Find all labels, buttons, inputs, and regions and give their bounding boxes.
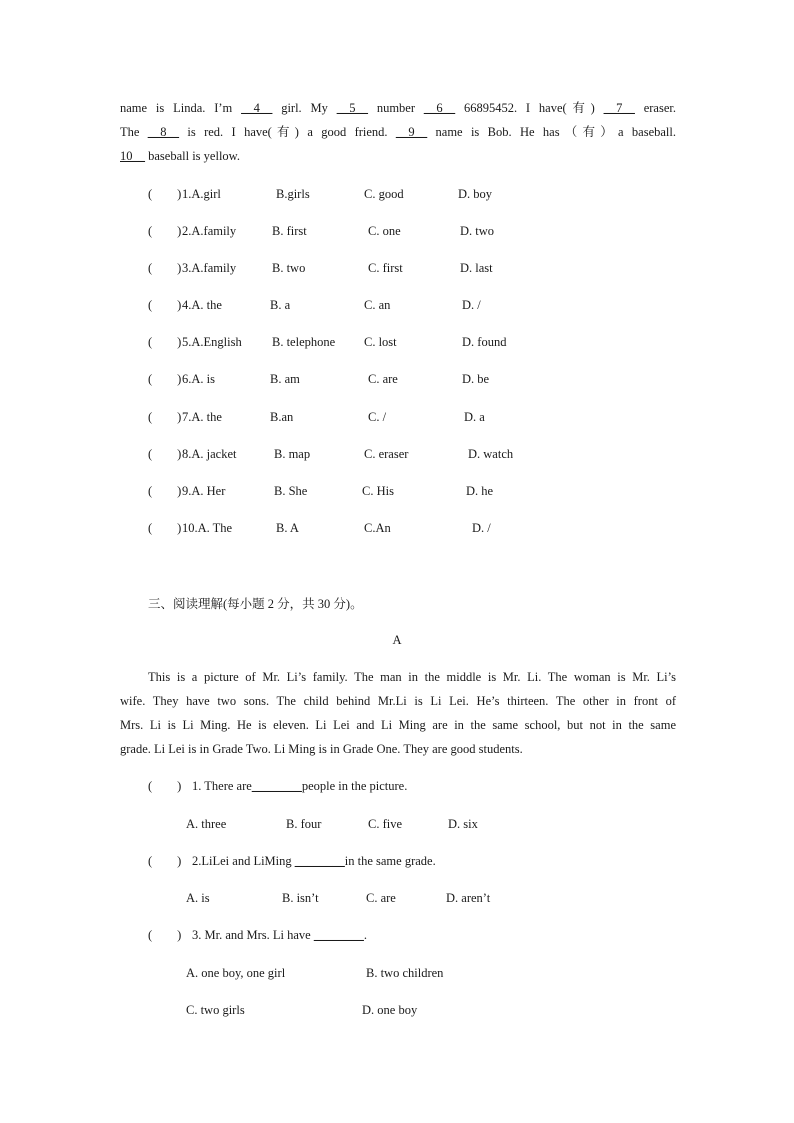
cloze-blank-7: __7__ [603, 101, 635, 115]
question-option-a: 3.A.family [182, 261, 237, 275]
question-option-b: B. two [272, 261, 306, 275]
question-option-b: B. a [270, 298, 291, 312]
question-option-d: D. found [462, 335, 507, 349]
question-text: people in the picture. [301, 779, 408, 793]
question-blank: ________ [294, 854, 345, 868]
answer-bracket[interactable]: ( ) [148, 298, 182, 312]
question-option-a: 2.A.family [182, 224, 237, 238]
cloze-text: baseball is yellow. [145, 149, 241, 163]
question-option-c: C. / [368, 410, 387, 424]
section-title: 三、阅读理解(每小题 2 分，共 30 分)。 [148, 597, 363, 611]
question-blank: ________ [313, 928, 364, 942]
question-option-d: D. last [460, 261, 493, 275]
answer-bracket[interactable]: ( ) [148, 928, 182, 942]
reading-question-1 [192, 778, 407, 794]
question-option-c: C. good [364, 187, 404, 201]
passage-line-1 [120, 669, 676, 685]
question-option-c: C. an [364, 298, 391, 312]
cloze-text: name is Bob. He has（有）a baseball. [427, 125, 676, 139]
question-option-d: D. / [472, 521, 491, 535]
answer-bracket[interactable]: ( ) [148, 521, 182, 535]
answer-bracket[interactable]: ( ) [148, 187, 182, 201]
option-a: A. three [186, 817, 227, 831]
question-option-c: C. His [362, 484, 394, 498]
question-option-b: B. am [270, 372, 300, 386]
question-option-a: 6.A. is [182, 372, 215, 386]
answer-bracket[interactable]: ( ) [148, 779, 182, 793]
answer-bracket[interactable]: ( ) [148, 854, 182, 868]
question-option-c: C.An [364, 521, 391, 535]
question-option-d: D. two [460, 224, 495, 238]
question-option-a: 10.A. The [182, 521, 233, 535]
question-option-d: D. boy [458, 187, 493, 201]
answer-bracket[interactable]: ( ) [148, 335, 182, 349]
option-c: C. five [368, 817, 403, 831]
question-option-b: B. map [274, 447, 311, 461]
option-a: A. one boy, one girl [186, 966, 286, 980]
answer-bracket[interactable]: ( ) [148, 261, 182, 275]
cloze-blank-10: 10__ [120, 149, 145, 163]
answer-bracket[interactable]: ( ) [148, 372, 182, 386]
question-text: in the same grade. [344, 854, 436, 868]
question-option-a: 7.A. the [182, 410, 222, 424]
question-option-c: C. first [368, 261, 403, 275]
passage-line-3: Mrs. Li is Li Ming. He is eleven. Li Lei and Li Ming are in the same school, but not in the same [120, 718, 676, 732]
option-c: C. are [366, 891, 396, 905]
cloze-text: 66895452. I have(有) [455, 101, 604, 115]
cloze-line-3 [120, 148, 676, 164]
cloze-line-2 [120, 124, 676, 140]
question-option-a: 5.A.English [182, 335, 242, 349]
option-b: B. isn’t [282, 891, 319, 905]
question-text: 1. There are [192, 779, 252, 793]
question-option-a: 4.A. the [182, 298, 222, 312]
question-option-a: 9.A. Her [182, 484, 226, 498]
question-option-b: B. first [272, 224, 307, 238]
option-b: B. four [286, 817, 322, 831]
question-text: . [363, 928, 367, 942]
option-b: B. two children [366, 966, 444, 980]
passage-line-4: grade. Li Lei is in Grade Two. Li Ming is in Grade One. They are good students. [120, 742, 523, 756]
cloze-blank-5: __5__ [336, 101, 368, 115]
question-option-a: 8.A. jacket [182, 447, 237, 461]
question-blank: ________ [251, 779, 302, 793]
answer-bracket[interactable]: ( ) [148, 447, 182, 461]
question-text: 3. Mr. and Mrs. Li have [192, 928, 314, 942]
question-option-c: C. lost [364, 335, 397, 349]
question-option-b: B. She [274, 484, 308, 498]
cloze-blank-8: __8__ [147, 125, 180, 139]
passage-text: This is a picture of Mr. Li’s family. The man in the middle is Mr. Li. The woman is Mr. Li’s [148, 670, 676, 684]
cloze-text: number [367, 101, 424, 115]
cloze-blank-6: __6__ [423, 101, 456, 115]
question-option-d: D. a [464, 410, 485, 424]
reading-question-3 [192, 927, 367, 943]
question-text: 2.LiLei and LiMing [192, 854, 295, 868]
option-c: C. two girls [186, 1003, 245, 1017]
answer-bracket[interactable]: ( ) [148, 484, 182, 498]
option-d: D. one boy [362, 1003, 418, 1017]
question-option-d: D. / [462, 298, 481, 312]
question-option-d: D. he [466, 484, 494, 498]
answer-bracket[interactable]: ( ) [148, 410, 182, 424]
passage-label: A [392, 633, 402, 647]
cloze-text: eraser. [634, 101, 676, 115]
reading-question-2 [192, 853, 436, 869]
cloze-text: girl. My [272, 101, 337, 115]
question-option-d: D. watch [468, 447, 514, 461]
question-option-c: C. are [368, 372, 398, 386]
answer-bracket[interactable]: ( ) [148, 224, 182, 238]
option-a: A. is [186, 891, 210, 905]
question-option-b: B.girls [276, 187, 310, 201]
cloze-blank-4: __4__ [241, 101, 273, 115]
cloze-text: is red. I have(有) a good friend. [179, 125, 396, 139]
question-option-d: D. be [462, 372, 490, 386]
cloze-line-1 [120, 100, 676, 116]
question-option-b: B.an [270, 410, 294, 424]
cloze-text: The [120, 125, 148, 139]
passage-line-2: wife. They have two sons. The child behind Mr.Li is Li Lei. He’s thirteen. The other in front of [120, 694, 676, 708]
cloze-text: name is Linda. I’m [120, 101, 242, 115]
cloze-blank-9: __9__ [395, 125, 428, 139]
question-option-a: 1.A.girl [182, 187, 221, 201]
question-option-b: B. A [276, 521, 299, 535]
question-option-c: C. eraser [364, 447, 409, 461]
question-option-c: C. one [368, 224, 401, 238]
question-option-b: B. telephone [272, 335, 336, 349]
option-d: D. aren’t [446, 891, 491, 905]
option-d: D. six [448, 817, 478, 831]
